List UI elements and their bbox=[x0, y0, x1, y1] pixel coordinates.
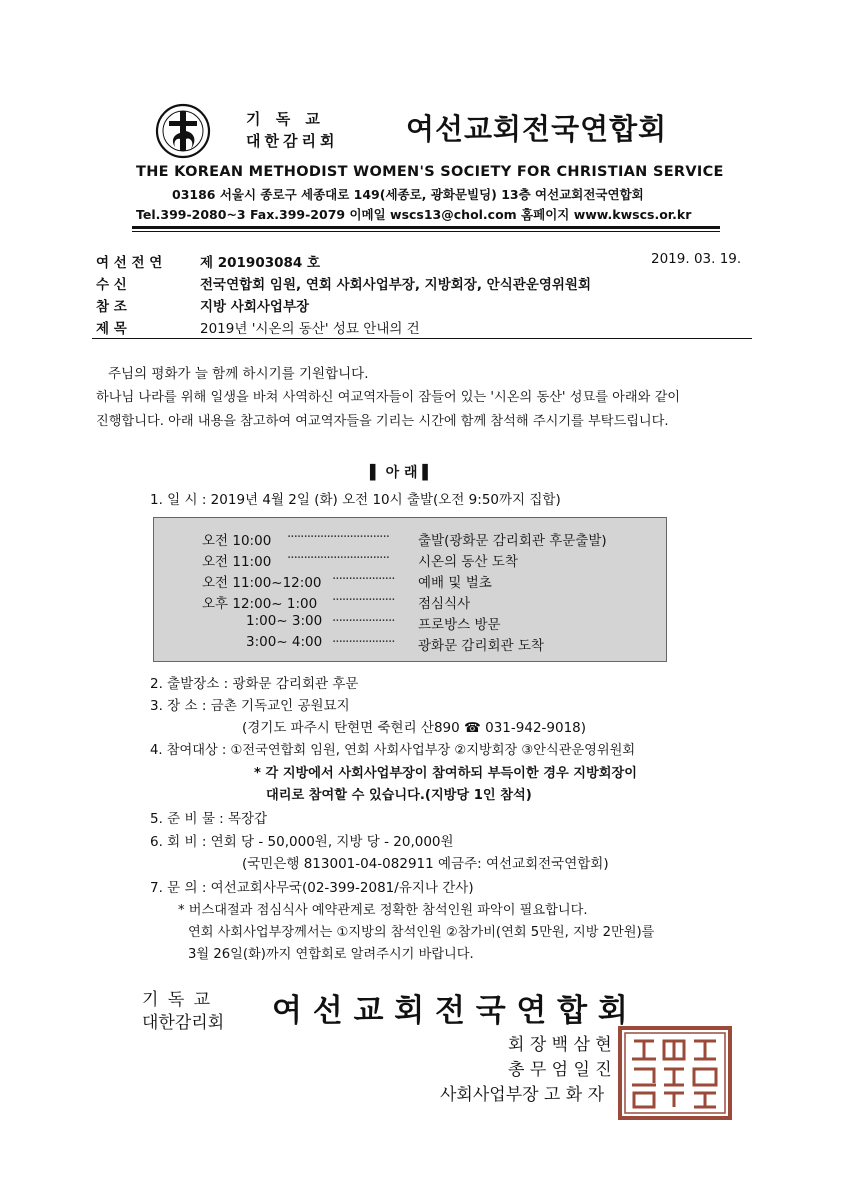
doc-number-label: 여 선 전 연 bbox=[96, 255, 163, 271]
footer-sect-line2: 대한감리회 bbox=[142, 1013, 225, 1033]
header-english-name: THE KOREAN METHODIST WOMEN'S SOCIETY FOR CHRISTIAN SERVICE bbox=[136, 164, 724, 180]
item-7-contact: 7. 문 의 : 여선교회사무국(02-399-2081/유지나 간사) bbox=[150, 880, 474, 896]
item-7-request-line2: 3월 26일(화)까지 연합회로 알려주시기 바랍니다. bbox=[188, 947, 474, 962]
item-4-note-line2: 대리로 참여할 수 있습니다.(지방당 1인 참석) bbox=[266, 788, 532, 803]
header-sect-line2: 대한감리회 bbox=[246, 132, 339, 150]
header-rule-thick bbox=[132, 226, 720, 229]
below-heading: ▌ 아 래 ▌ bbox=[370, 465, 434, 481]
intro-paragraph-line2: 진행합니다. 아래 내용을 참고하여 여교역자들을 기리는 시간에 함께 참석해 주시기를 부탁드립니다. bbox=[96, 414, 669, 429]
item-7-note: * 버스대절과 점심식사 예약관계로 정확한 참석인원 파악이 필요합니다. bbox=[178, 903, 588, 918]
schedule-time: 1:00~ 3:00 bbox=[246, 613, 323, 629]
schedule-time: 3:00~ 4:00 bbox=[246, 634, 323, 650]
item-6-bank-account: (국민은행 813001-04-082911 예금주: 여선교회전국연합회) bbox=[242, 856, 609, 872]
subject-label: 제 목 bbox=[96, 321, 127, 337]
schedule-time: 오전 10:00 bbox=[202, 533, 272, 549]
schedule-dots: ······························· bbox=[287, 550, 390, 566]
item-1-datetime: 1. 일 시 : 2019년 4월 2일 (화) 오전 10시 출발(오전 9:50까지 집합) bbox=[150, 492, 561, 508]
item-4-participants: 4. 참여대상 : ①전국연합회 임원, 연회 사회사업부장 ②지방회장 ③안식관운영위원회 bbox=[150, 743, 636, 758]
item-6-fee: 6. 회 비 : 연회 당 - 50,000원, 지방 당 - 20,000원 bbox=[150, 834, 454, 850]
meta-rule bbox=[92, 338, 752, 339]
header-contact: Tel.399-2080~3 Fax.399-2079 이메일 wscs13@chol.com 홈페이지 www.kwscs.or.kr bbox=[136, 207, 692, 222]
schedule-dots: ··················· bbox=[332, 613, 395, 629]
item-3-location: 3. 장 소 : 금촌 기독교인 공원묘지 bbox=[150, 698, 350, 714]
signature-social-director: 사회사업부장 고 화 자 bbox=[440, 1085, 605, 1105]
doc-date: 2019. 03. 19. bbox=[651, 251, 742, 267]
greeting-paragraph: 주님의 평화가 늘 함께 하시기를 기원합니다. bbox=[108, 366, 369, 382]
signature-president: 회 장 백 삼 현 bbox=[508, 1035, 612, 1055]
item-2-departure: 2. 출발장소 : 광화문 감리회관 후문 bbox=[150, 676, 359, 692]
item-5-supplies: 5. 준 비 물 : 목장갑 bbox=[150, 811, 268, 827]
item-4-note-line1: * 각 지방에서 사회사업부장이 참여하되 부득이한 경우 지방회장이 bbox=[254, 766, 637, 781]
schedule-event: 예배 및 벌초 bbox=[418, 575, 492, 591]
schedule-box bbox=[153, 517, 667, 662]
schedule-event: 광화문 감리회관 도착 bbox=[418, 638, 544, 654]
reference-label: 참 조 bbox=[96, 299, 127, 315]
subject: 2019년 '시온의 동산' 성묘 안내의 건 bbox=[200, 321, 420, 337]
schedule-time: 오전 11:00 bbox=[202, 554, 272, 570]
item-7-request-line1: 연회 사회사업부장께서는 ①지방의 참석인원 ②참가비(연회 5만원, 지방 2만원)를 bbox=[188, 925, 655, 940]
schedule-event: 출발(광화문 감리회관 후문출발) bbox=[418, 533, 607, 549]
recipient-label: 수 신 bbox=[96, 277, 127, 293]
footer-org-name: 여 선 교 회 전 국 연 합 회 bbox=[272, 993, 628, 1029]
doc-number: 제 201903084 호 bbox=[200, 255, 321, 271]
recipient: 전국연합회 임원, 연회 사회사업부장, 지방회장, 안식관운영위원회 bbox=[200, 277, 591, 293]
signature-secretary: 총 무 엄 일 진 bbox=[508, 1060, 612, 1080]
footer-sect-line1: 기 독 교 bbox=[142, 990, 213, 1010]
official-seal-stamp bbox=[616, 1025, 734, 1121]
schedule-dots: ··················· bbox=[332, 592, 395, 608]
schedule-time: 오전 11:00~12:00 bbox=[202, 575, 322, 591]
header-address: 03186 서울시 종로구 세종대로 149(세종로, 광화문빌딩) 13층 여선교회전국연합회 bbox=[172, 187, 644, 202]
schedule-event: 시온의 동산 도착 bbox=[418, 554, 518, 570]
schedule-event: 프로방스 방문 bbox=[418, 617, 501, 633]
header-org-name: 여선교회전국연합회 bbox=[406, 112, 668, 146]
schedule-time: 오후 12:00~ 1:00 bbox=[202, 596, 318, 612]
header-rule-thin bbox=[132, 231, 720, 232]
reference: 지방 사회사업부장 bbox=[200, 299, 310, 315]
schedule-dots: ··················· bbox=[332, 571, 395, 587]
header-sect-line1: 기 독 교 bbox=[246, 110, 325, 128]
item-3-address: (경기도 파주시 탄현면 죽현리 산890 ☎ 031-942-9018) bbox=[242, 720, 587, 736]
schedule-dots: ······························· bbox=[287, 529, 390, 545]
intro-paragraph-line1: 하나님 나라를 위해 일생을 바쳐 사역하신 여교역자들이 잠들어 있는 '시온의 동산' 성묘를 아래와 같이 bbox=[96, 390, 681, 405]
methodist-cross-flame-logo-icon bbox=[155, 103, 211, 159]
schedule-event: 점심식사 bbox=[418, 596, 471, 612]
schedule-dots: ··················· bbox=[332, 634, 395, 650]
